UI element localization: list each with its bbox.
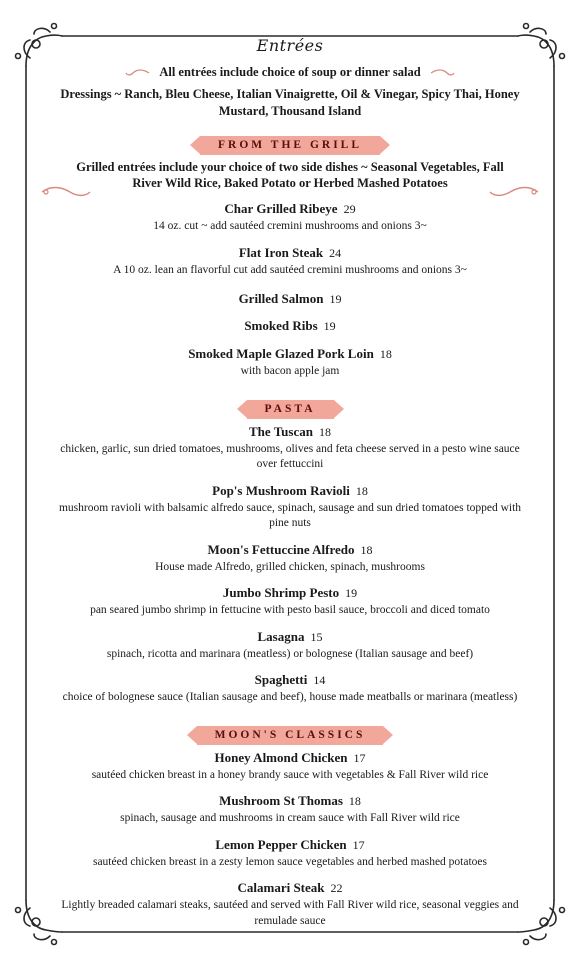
item-name: Lasagna	[257, 628, 305, 644]
section-heading: PASTA	[247, 400, 334, 419]
item-name: Smoked Maple Glazed Pork Loin	[188, 346, 374, 361]
item-price: 19	[329, 292, 342, 306]
item-name: Flat Iron Steak	[238, 244, 324, 260]
item-name: Lemon Pepper Chicken	[215, 836, 347, 852]
dressings-list: Dressings ~ Ranch, Bleu Cheese, Italian Vinaigrette, Oil & Vinegar, Spicy Thai, Honey Mustard, Thousand Island	[60, 87, 520, 118]
item-description: sautéed chicken breast in a honey brandy sauce with vegetables & Fall River wild rice	[91, 768, 489, 781]
menu-item	[40, 628, 540, 663]
menu-item	[40, 345, 540, 380]
item-price: 24	[329, 245, 342, 260]
item-description: choice of bolognese sauce (Italian sausage and beef), house made meatballs or marinara (meatless)	[62, 691, 518, 703]
item-description: chicken, garlic, sun dried tomatoes, mushrooms, olives and feta cheese served in a pesto wine sauce over fettuccini	[60, 442, 520, 470]
item-price: 22	[330, 881, 343, 895]
all-entrees-note-row	[40, 65, 540, 80]
item-price: 19	[323, 319, 336, 333]
menu-item	[40, 792, 540, 827]
section-pasta	[40, 400, 540, 706]
item-name: Jumbo Shrimp Pesto	[222, 585, 340, 600]
item-price: 19	[345, 586, 358, 600]
item-description: Lightly breaded calamari steaks, sautéed and served with Fall River wild rice, seasonal veggies and remulade sauce	[61, 899, 519, 927]
item-name: Honey Almond Chicken	[214, 749, 348, 765]
item-description: spinach, ricotta and marinara (meatless) or bolognese (Italian sausage and beef)	[106, 647, 474, 660]
menu-item	[40, 584, 540, 619]
item-name: Spaghetti	[254, 672, 308, 687]
item-price: 18	[318, 424, 331, 439]
menu-item	[40, 423, 540, 473]
all-entrees-note: All entrées include choice of soup or dinner salad	[159, 65, 421, 79]
flourish-icon	[429, 68, 455, 78]
section-moons-classics	[40, 726, 540, 930]
item-name: Grilled Salmon	[238, 291, 324, 306]
item-price: 18	[348, 794, 361, 808]
item-price: 18	[355, 483, 368, 498]
menu-item	[40, 879, 540, 929]
menu-page	[40, 30, 540, 929]
item-name: Calamari Steak	[237, 880, 325, 895]
item-description: mushroom ravioli with balsamic alfredo sauce, spinach, sausage and sun dried tomatoes topped with pine nuts	[58, 501, 522, 529]
menu-item	[40, 836, 540, 871]
item-name: Moon's Fettuccine Alfredo	[207, 541, 355, 557]
item-name: The Tuscan	[249, 423, 313, 439]
section-heading: FROM THE GRILL	[200, 136, 380, 155]
item-description: House made Alfredo, grilled chicken, spinach, mushrooms	[155, 560, 425, 573]
item-name: Mushroom St Thomas	[219, 793, 343, 808]
section-heading: MOON'S CLASSICS	[197, 726, 384, 745]
item-price: 29	[343, 202, 356, 216]
menu-item	[40, 671, 540, 706]
item-name: Pop's Mushroom Ravioli	[212, 482, 350, 498]
item-description: with bacon apple jam	[240, 365, 340, 377]
item-price: 15	[310, 629, 323, 644]
item-description: pan seared jumbo shrimp in fettucine with pesto basil sauce, broccoli and diced tomato	[90, 604, 490, 616]
menu-item	[40, 749, 540, 784]
section-from-the-grill	[40, 136, 540, 380]
flourish-icon	[125, 68, 151, 78]
menu-item	[40, 317, 540, 335]
menu-item	[40, 290, 540, 308]
item-price: 18	[360, 542, 373, 557]
item-name: Smoked Ribs	[244, 318, 318, 333]
item-price: 17	[353, 750, 366, 765]
menu-title: Entrées	[256, 36, 324, 55]
item-description: sautéed chicken breast in a zesty lemon sauce vegetables and herbed mashed potatoes	[92, 855, 488, 868]
section-intro: Grilled entrées include your choice of two side dishes ~ Seasonal Vegetables, Fall River Wild Rice, Baked Potato or Herbed Mashed Potatoes	[76, 160, 504, 190]
item-price: 14	[313, 673, 326, 687]
item-price: 17	[352, 837, 365, 852]
menu-item	[40, 541, 540, 576]
item-description: 14 oz. cut ~ add sautéed cremini mushrooms and onions 3~	[153, 220, 427, 232]
menu-item	[40, 200, 540, 235]
item-name: Char Grilled Ribeye	[224, 201, 338, 216]
menu-item	[40, 244, 540, 279]
item-price: 18	[379, 347, 392, 361]
item-description: spinach, sausage and mushrooms in cream sauce with Fall River wild rice	[120, 812, 460, 824]
item-description: A 10 oz. lean an flavorful cut add sautéed cremini mushrooms and onions 3~	[113, 263, 467, 276]
menu-item	[40, 482, 540, 532]
